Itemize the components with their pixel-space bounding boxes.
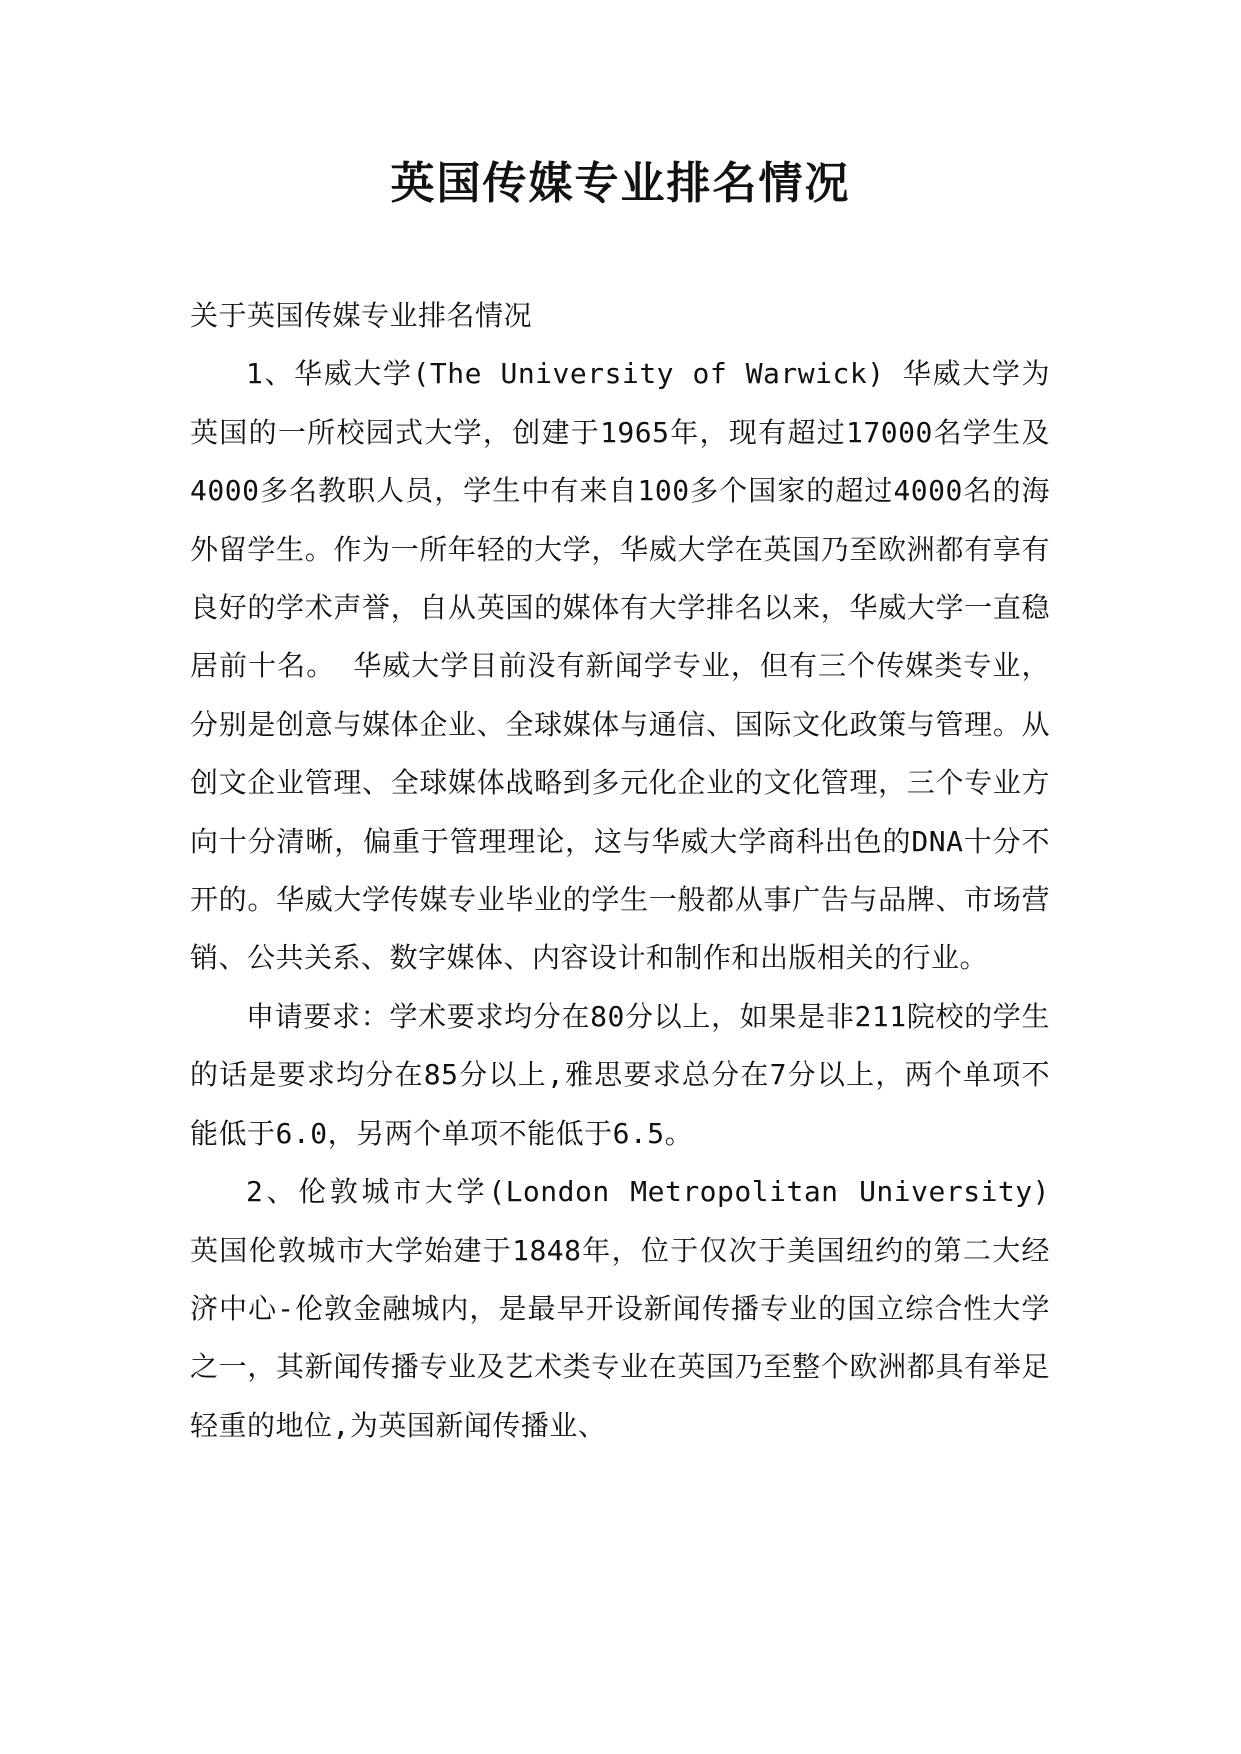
document-subtitle: 关于英国传媒专业排名情况 [190,299,533,332]
paragraph-london-metropolitan: 2、伦敦城市大学(London Metropolitan University) 英国伦敦城市大学始建于1848年，位于仅次于美国纽约的第二大经济中心-伦敦金融城内，是最早开设新闻传播专业的国立综合性大学之一，其新闻传播专业及艺术类专业在英国乃至整个欧洲都具有举足轻重的地位,为英国新闻传播业、 [190,1175,1050,1442]
document-title: 英国传媒专业排名情况 [390,158,851,209]
document-body [190,287,1050,1455]
paragraph-requirements: 申请要求：学术要求均分在80分以上，如果是非211院校的学生的话是要求均分在85分以上,雅思要求总分在7分以上，两个单项不能低于6.0，另两个单项不能低于6.5。 [190,999,1050,1150]
paragraph-warwick: 1、华威大学(The University of Warwick) 华威大学为英国的一所校园式大学，创建于1965年，现有超过17000名学生及4000多名教职人员，学生中有来自100多个国家的超过4000名的海外留学生。作为一所年轻的大学，华威大学在英国乃至欧洲都有享有良好的学术声誉，自从英国的媒体有大学排名以来，华威大学一直稳居前十名。 华威大学目前没有新闻学专业，但有三个传媒类专业，分别是创意与媒体企业、全球媒体与通信、国际文化政策与管理。从创文企业管理、全球媒体战略到多元化企业的文化管理，三个专业方向十分清晰，偏重于管理理论，这与华威大学商科出色的DNA十分不开的。华威大学传媒专业毕业的学生一般都从事广告与品牌、市场营销、公共关系、数字媒体、内容设计和制作和出版相关的行业。 [190,357,1050,975]
